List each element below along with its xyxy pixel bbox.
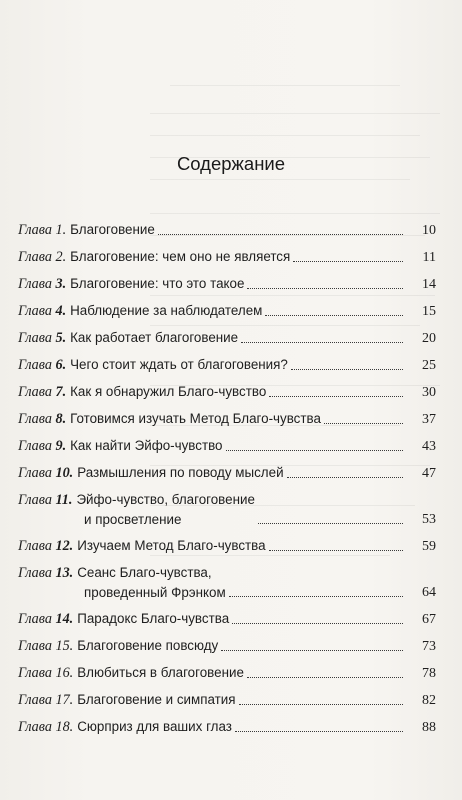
chapter-title: Как я обнаружил Благо-чувство [70, 384, 267, 399]
chapter-prefix [18, 249, 66, 265]
chapter-prefix [18, 330, 66, 346]
chapter-word: Глава [18, 538, 56, 554]
chapter-word: Глава [18, 638, 56, 654]
page-number: 53 [422, 512, 436, 527]
dot-leader [269, 395, 403, 397]
toc-entry [18, 267, 436, 294]
toc-entry-label [18, 563, 226, 602]
chapter-title: Влюбиться в благоговение [77, 665, 244, 680]
chapter-word: Глава [18, 222, 56, 238]
toc-entry [18, 213, 436, 240]
dot-leader [258, 522, 403, 524]
chapter-number: 11. [55, 492, 73, 508]
toc-entry-label [18, 328, 238, 348]
chapter-prefix [18, 538, 73, 554]
chapter-number: 10. [55, 465, 74, 481]
toc-entry-label [18, 609, 229, 629]
toc-entry-label [18, 382, 266, 402]
chapter-word: Глава [18, 492, 56, 508]
dot-leader [324, 422, 403, 424]
toc-entry [18, 710, 436, 737]
chapter-title: Как работает благоговение [70, 330, 239, 345]
dot-leader [232, 622, 403, 624]
chapter-title-continued: и просветление [84, 512, 182, 527]
dot-leader [269, 549, 403, 551]
chapter-prefix [18, 565, 73, 581]
chapter-number: 2. [55, 249, 67, 265]
chapter-title: Сеанс Благо-чувства, [77, 565, 212, 580]
dot-leader [293, 260, 403, 262]
dot-leader [158, 233, 403, 235]
chapter-number: 1. [55, 222, 67, 238]
chapter-title: Сюрприз для ваших глаз [77, 719, 232, 734]
chapter-prefix [18, 665, 73, 681]
dot-leader [239, 703, 404, 705]
chapter-word: Глава [18, 249, 56, 265]
dot-leader [241, 341, 403, 343]
chapter-title: Изучаем Метод Благо-чувства [77, 538, 266, 553]
chapter-title: Чего стоит ждать от благоговения? [70, 357, 288, 372]
toc-entry-label [18, 717, 232, 737]
chapter-title: Эйфо-чувство, благоговение [76, 492, 255, 507]
chapter-prefix [18, 465, 73, 481]
toc-entry-label [18, 636, 218, 656]
dot-leader [221, 649, 403, 651]
page-number: 64 [422, 585, 436, 600]
chapter-title: Парадокс Благо-чувства [77, 611, 230, 626]
chapter-word: Глава [18, 411, 56, 427]
chapter-prefix [18, 222, 66, 238]
chapter-title: Благоговение повсюду [77, 638, 219, 653]
chapter-number: 16. [55, 665, 74, 681]
table-of-contents [18, 213, 436, 737]
chapter-number: 18. [55, 719, 74, 735]
toc-entry [18, 429, 436, 456]
chapter-number: 8. [55, 411, 67, 427]
page-number: 78 [422, 666, 436, 681]
chapter-word: Глава [18, 465, 56, 481]
toc-entry-label [18, 220, 155, 240]
page-number: 59 [422, 539, 436, 554]
chapter-title: Размышления по поводу мыслей [77, 465, 284, 480]
page-number: 15 [422, 304, 436, 319]
chapter-title-continued: проведенный Фрэнком [84, 585, 226, 600]
chapter-word: Глава [18, 565, 56, 581]
chapter-word: Глава [18, 719, 56, 735]
dot-leader [226, 449, 403, 451]
chapter-title: Готовимся изучать Метод Благо-чувства [70, 411, 321, 426]
chapter-prefix [18, 492, 72, 508]
page-number: 82 [422, 693, 436, 708]
chapter-prefix [18, 638, 73, 654]
page-number: 20 [422, 331, 436, 346]
chapter-title: Наблюдение за наблюдателем [70, 303, 263, 318]
chapter-title: Благоговение [70, 222, 155, 237]
chapter-word: Глава [18, 665, 56, 681]
page-number: 11 [422, 250, 436, 265]
toc-entry-label [18, 436, 223, 456]
chapter-word: Глава [18, 303, 56, 319]
toc-entry-label [18, 409, 321, 429]
chapter-number: 3. [55, 276, 67, 292]
dot-leader [265, 314, 403, 316]
chapter-word: Глава [18, 330, 56, 346]
dot-leader [229, 595, 403, 597]
page-number: 88 [422, 720, 436, 735]
chapter-prefix [18, 384, 66, 400]
dot-leader [287, 476, 403, 478]
chapter-word: Глава [18, 438, 56, 454]
toc-entry [18, 348, 436, 375]
chapter-prefix [18, 611, 73, 627]
dot-leader [291, 368, 403, 370]
chapter-number: 5. [55, 330, 67, 346]
chapter-number: 14. [55, 611, 74, 627]
toc-entry [18, 402, 436, 429]
chapter-word: Глава [18, 357, 56, 373]
page-number: 25 [422, 358, 436, 373]
toc-entry [18, 629, 436, 656]
chapter-prefix [18, 438, 66, 454]
chapter-word: Глава [18, 384, 56, 400]
page-number: 30 [422, 385, 436, 400]
toc-entry [18, 456, 436, 483]
toc-entry-label [18, 301, 262, 321]
toc-entry [18, 656, 436, 683]
chapter-prefix [18, 692, 73, 708]
toc-entry [18, 556, 436, 602]
toc-entry [18, 483, 436, 529]
dot-leader [247, 676, 403, 678]
dot-leader [235, 730, 403, 732]
page-number: 10 [422, 223, 436, 238]
chapter-prefix [18, 411, 66, 427]
toc-entry-label [18, 463, 284, 483]
chapter-word: Глава [18, 611, 56, 627]
page-number: 43 [422, 439, 436, 454]
chapter-word: Глава [18, 692, 56, 708]
page-number: 47 [422, 466, 436, 481]
chapter-title: Как найти Эйфо-чувство [70, 438, 223, 453]
chapter-prefix [18, 276, 66, 292]
toc-entry-label [18, 247, 290, 267]
chapter-title: Благоговение: чем оно не является [70, 249, 291, 264]
toc-entry [18, 683, 436, 710]
toc-entry-label [18, 663, 244, 683]
chapter-number: 4. [55, 303, 67, 319]
dot-leader [247, 287, 403, 289]
toc-entry [18, 240, 436, 267]
toc-entry-label [18, 690, 236, 710]
page-number: 73 [422, 639, 436, 654]
page-number: 37 [422, 412, 436, 427]
toc-entry [18, 294, 436, 321]
toc-entry [18, 602, 436, 629]
toc-entry-label [18, 355, 288, 375]
toc-entry-label [18, 490, 255, 529]
chapter-number: 7. [55, 384, 67, 400]
toc-entry [18, 375, 436, 402]
chapter-word: Глава [18, 276, 56, 292]
chapter-prefix [18, 303, 66, 319]
toc-entry [18, 529, 436, 556]
chapter-number: 9. [55, 438, 67, 454]
page-number: 14 [422, 277, 436, 292]
chapter-number: 13. [55, 565, 74, 581]
chapter-prefix [18, 719, 73, 735]
chapter-title: Благоговение и симпатия [77, 692, 236, 707]
page-number: 67 [422, 612, 436, 627]
chapter-number: 17. [55, 692, 74, 708]
toc-entry [18, 321, 436, 348]
page-title: Содержание [176, 153, 286, 174]
toc-entry-label [18, 536, 266, 556]
chapter-title: Благоговение: что это такое [70, 276, 245, 291]
chapter-number: 6. [55, 357, 67, 373]
toc-entry-label [18, 274, 244, 294]
chapter-number: 12. [55, 538, 74, 554]
chapter-prefix [18, 357, 66, 373]
chapter-number: 15. [55, 638, 74, 654]
